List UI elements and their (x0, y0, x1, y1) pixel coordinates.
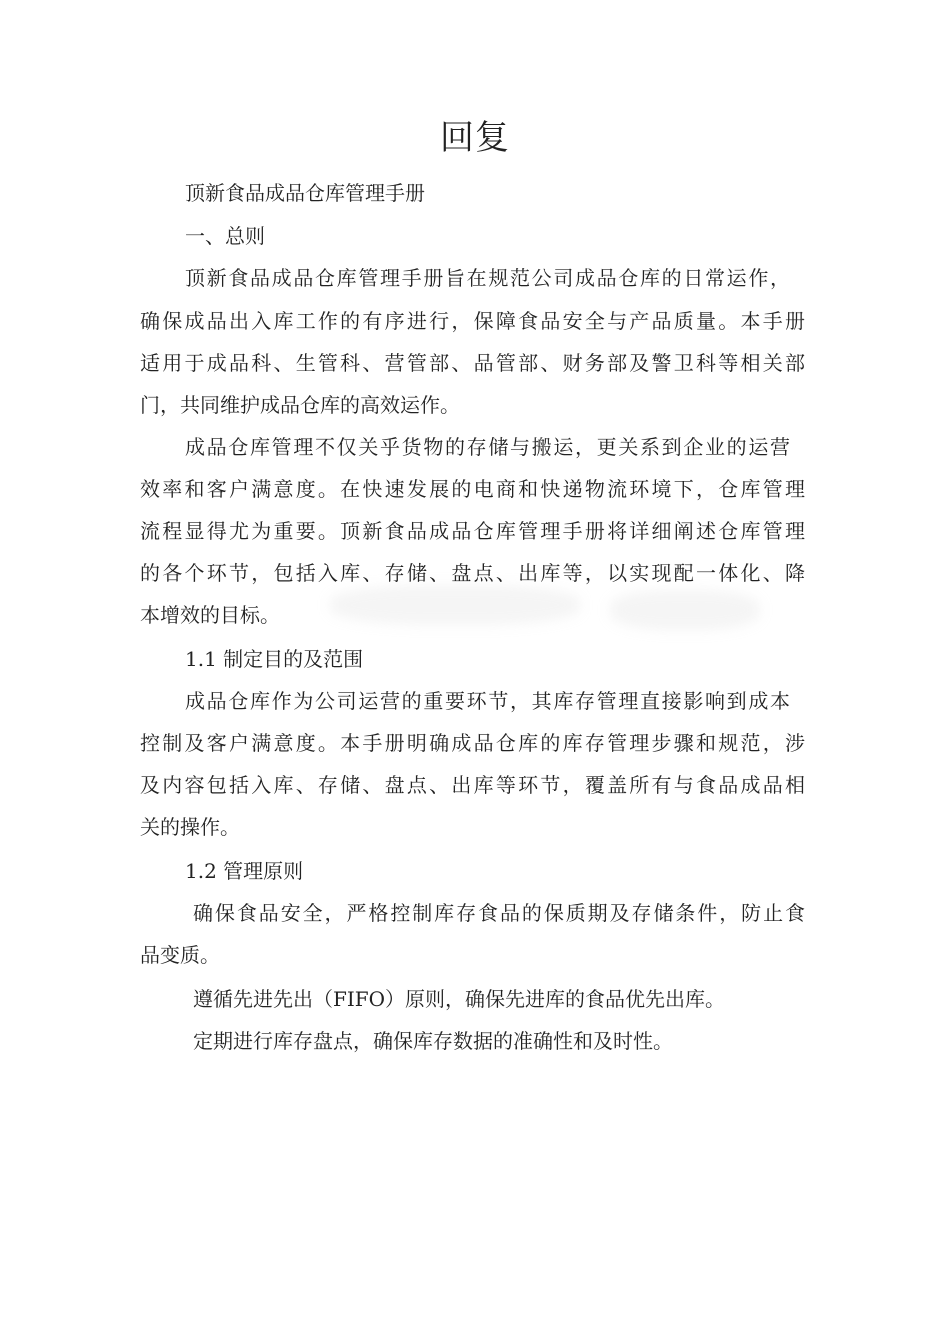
paragraph-line: 关的操作。 (140, 815, 240, 839)
paragraph-line: 效率和客户满意度。在快速发展的电商和快递物流环境下，仓库管理 (140, 477, 805, 501)
paragraph-line: 流程显得尤为重要。顶新食品成品仓库管理手册将详细阐述仓库管理 (140, 519, 805, 543)
paragraph-line: 及内容包括入库、存储、盘点、出库等环节，覆盖所有与食品成品相 (140, 773, 805, 797)
doc-heading: 顶新食品成品仓库管理手册 (185, 181, 425, 205)
paragraph-line: 门，共同维护成品仓库的高效运作。 (140, 393, 460, 417)
paragraph-line: 适用于成品科、生管科、营管部、品管部、财务部及警卫科等相关部 (140, 351, 805, 375)
paragraph-line: 遵循先进先出（FIFO）原则，确保先进库的食品优先出库。 (193, 987, 726, 1011)
section-heading-1-2: 1.2 管理原则 (185, 859, 304, 883)
paragraph-line: 定期进行库存盘点，确保库存数据的准确性和及时性。 (193, 1029, 673, 1053)
paragraph-line: 本增效的目标。 (140, 603, 280, 627)
paragraph-line: 成品仓库管理不仅关乎货物的存储与搬运，更关系到企业的运营 (185, 435, 790, 459)
paragraph-line: 成品仓库作为公司运营的重要环节，其库存管理直接影响到成本 (185, 689, 790, 713)
section-heading-general: 一、总则 (185, 224, 265, 248)
paragraph-line: 确保食品安全，严格控制库存食品的保质期及存储条件，防止食 (193, 901, 805, 925)
section-heading-1-1: 1.1 制定目的及范围 (185, 647, 364, 671)
page-title: 回复 (440, 118, 510, 158)
paragraph-line: 品变质。 (140, 943, 220, 967)
paragraph-line: 确保成品出入库工作的有序进行，保障食品安全与产品质量。本手册 (140, 309, 805, 333)
paragraph-line: 顶新食品成品仓库管理手册旨在规范公司成品仓库的日常运作， (185, 266, 790, 290)
paragraph-line: 的各个环节，包括入库、存储、盘点、出库等，以实现配一体化、降 (140, 561, 805, 585)
paragraph-line: 控制及客户满意度。本手册明确成品仓库的库存管理步骤和规范，涉 (140, 731, 805, 755)
